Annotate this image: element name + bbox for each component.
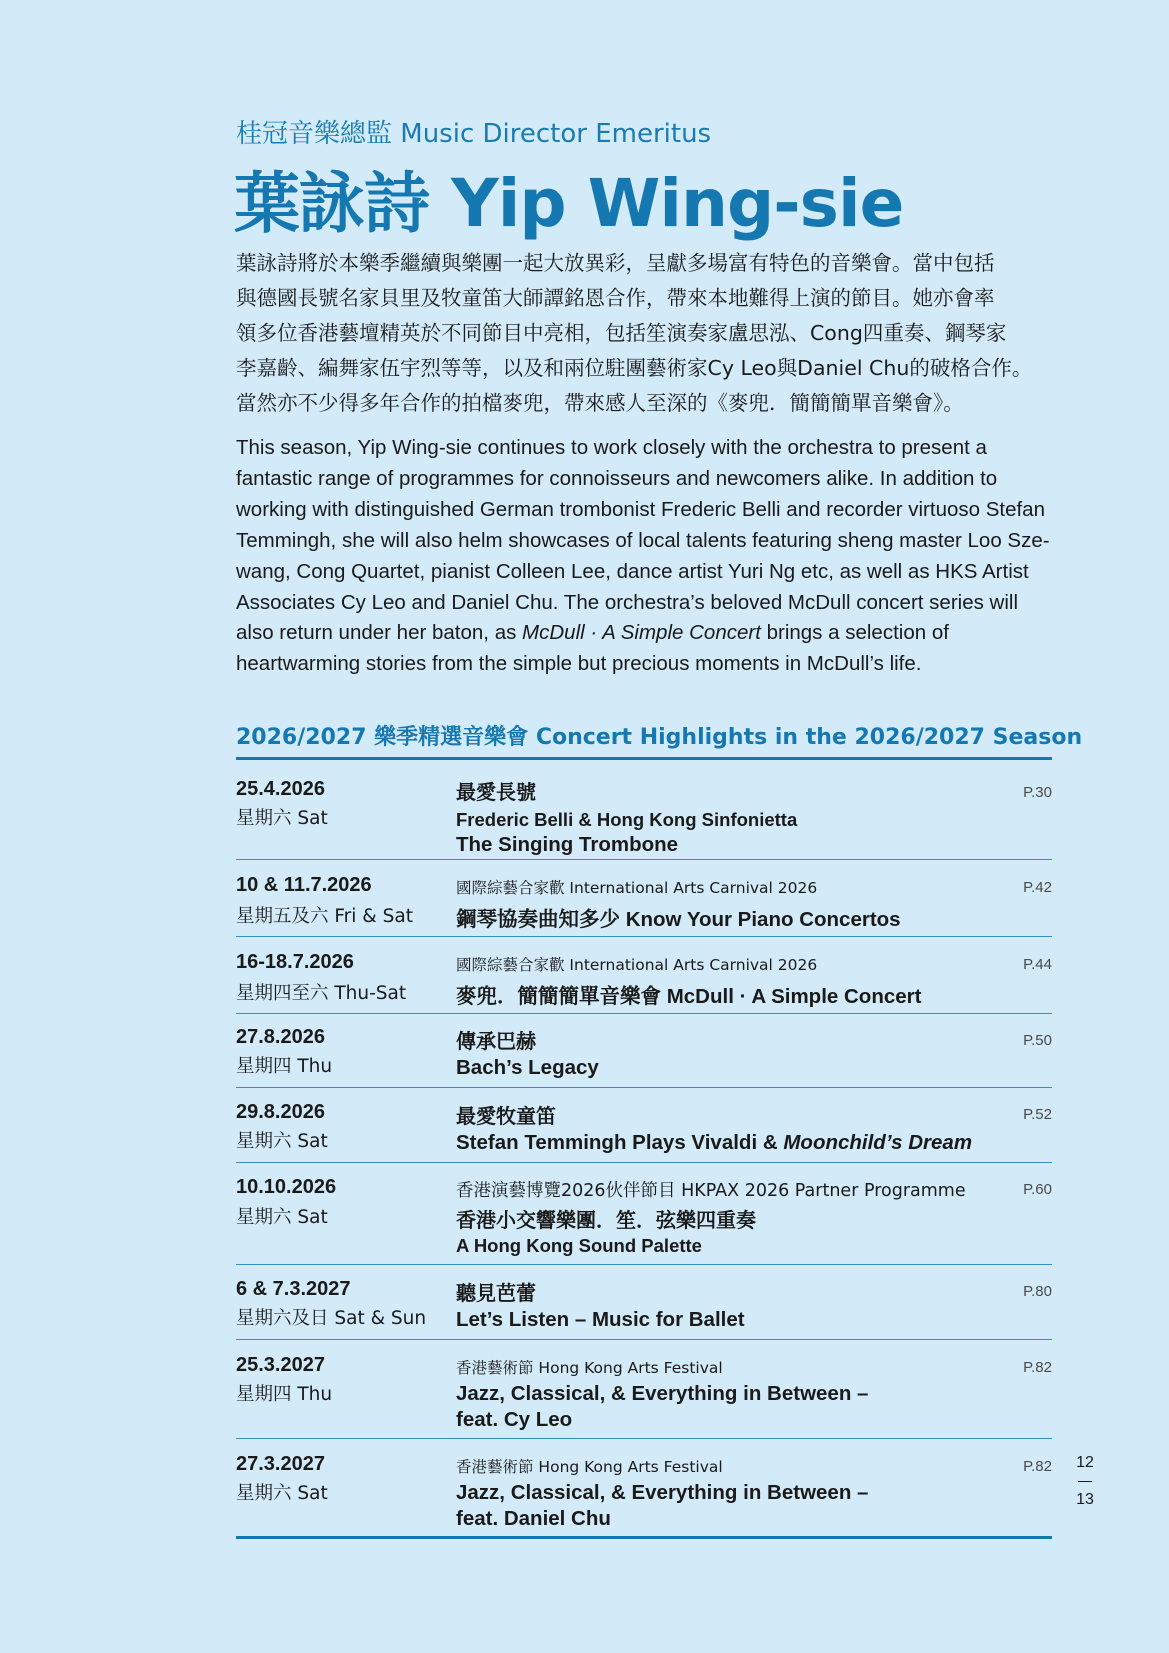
intro-en-text-end: brings a selection of heartwarming stories from the simple but precious moments in McDull’s life. — [236, 621, 949, 676]
intro-zh-line: 李嘉齡、編舞家伍宇烈等等，以及和兩位駐團藝術家Cy Leo與Daniel Chu的破格合作。 — [236, 356, 1033, 380]
concert-zh-title: 傳承巴赫 — [456, 1029, 536, 1053]
page-reference: P.60 — [1023, 1181, 1052, 1198]
page-reference: P.30 — [1023, 784, 1052, 801]
intro-zh-line: 當然亦不少得多年合作的拍檔麥兜，帶來感人至深的《麥兜．簡簡簡單音樂會》。 — [236, 391, 964, 415]
intro-en-text: This season, Yip Wing-sie continues to work closely with the orchestra to present a fantastic range of programmes for connoisseurs and newcomers alike. In addition to working with distinguished German trombonist Frederic Belli and recorder virtuoso Stefan Temmingh, she will also helm showcases of local talents featuring sheng master Loo Sze-wang, Cong Quartet, pianist Colleen Lee, dance artist Yuri Ng etc, as well as HKS Artist Associates Cy Leo and Daniel Chu. The orchestra’s beloved McDull concert series will also return under her baton, as — [236, 436, 1050, 645]
concert-date: 29.8.2026 — [236, 1101, 325, 1123]
page-reference: P.82 — [1023, 1359, 1052, 1376]
concert-en-title: Stefan Temmingh Plays Vivaldi & — [456, 1131, 784, 1154]
concert-row — [236, 1264, 1052, 1339]
concert-series: 香港演藝博覽2026伙伴節目 HKPAX 2026 Partner Programme — [456, 1181, 966, 1201]
page-reference: P.80 — [1023, 1283, 1052, 1300]
concert-en-title-cont: feat. Cy Leo — [456, 1408, 573, 1431]
concert-zh-title: 最愛長號 — [456, 780, 536, 804]
concert-series: 國際綜藝合家歡 International Arts Carnival 2026 — [456, 879, 818, 897]
role-subtitle: 桂冠音樂總監 Music Director Emeritus — [236, 119, 712, 149]
intro-en-italic-title: McDull · A Simple Concert — [522, 621, 761, 645]
concert-date: 25.4.2026 — [236, 778, 325, 800]
concert-en-title-cont: feat. Daniel Chu — [456, 1507, 611, 1530]
intro-english — [236, 433, 1052, 680]
concert-zh-title: 最愛牧童笛 — [456, 1104, 556, 1128]
concert-day: 星期六 Sat — [236, 1131, 328, 1152]
page-reference: P.42 — [1023, 879, 1052, 896]
concert-day: 星期六 Sat — [236, 1207, 328, 1228]
concert-day: 星期四 Thu — [236, 1056, 333, 1077]
concert-en-title: A Hong Kong Sound Palette — [456, 1235, 702, 1256]
page-number-divider — [1078, 1481, 1092, 1482]
concert-series: 香港藝術節 Hong Kong Arts Festival — [456, 1359, 723, 1377]
concert-row — [236, 1339, 1052, 1438]
concert-day: 星期六及日 Sat & Sun — [236, 1308, 427, 1329]
concert-row — [236, 859, 1052, 936]
intro-zh-line: 葉詠詩將於本樂季繼續與樂團一起大放異彩，呈獻多場富有特色的音樂會。當中包括 — [236, 251, 995, 275]
concert-day: 星期五及六 Fri & Sat — [236, 906, 413, 927]
concert-day: 星期六 Sat — [236, 1483, 328, 1504]
intro-chinese — [236, 246, 1052, 421]
page-reference: P.82 — [1023, 1458, 1052, 1475]
concert-row — [236, 1162, 1052, 1264]
concert-date: 25.3.2027 — [236, 1354, 325, 1376]
concert-day: 星期四 Thu — [236, 1384, 333, 1405]
concert-performers: Frederic Belli & Hong Kong Sinfonietta — [456, 809, 798, 830]
concert-day: 星期六 Sat — [236, 808, 328, 829]
page-number-right: 13 — [1076, 1491, 1094, 1508]
concert-date: 6 & 7.3.2027 — [236, 1278, 351, 1300]
page-reference: P.44 — [1023, 956, 1052, 973]
concert-en-title: Jazz, Classical, & Everything in Between – — [456, 1481, 869, 1504]
concert-en-title: The Singing Trombone — [456, 833, 679, 856]
concert-day: 星期四至六 Thu-Sat — [236, 983, 407, 1004]
concert-date: 27.8.2026 — [236, 1026, 325, 1048]
concert-title: 鋼琴協奏曲知多少 Know Your Piano Concertos — [456, 908, 901, 931]
concert-zh-title: 聽見芭蕾 — [456, 1281, 536, 1305]
page-title: 葉詠詩 Yip Wing-sie — [234, 165, 904, 242]
concert-row — [236, 1013, 1052, 1087]
page-number-left: 12 — [1076, 1454, 1094, 1471]
concert-date: 27.3.2027 — [236, 1453, 325, 1475]
intro-zh-line: 領多位香港藝壇精英於不同節目中亮相，包括笙演奏家盧思泓、Cong四重奏、鋼琴家 — [236, 321, 1007, 345]
concert-date: 10 & 11.7.2026 — [236, 874, 372, 896]
concert-en-title-italic: Moonchild’s Dream — [783, 1131, 973, 1154]
concert-series: 香港藝術節 Hong Kong Arts Festival — [456, 1458, 723, 1476]
concert-title: 麥兜．簡簡簡單音樂會 McDull · A Simple Concert — [456, 985, 922, 1008]
intro-zh-line: 與德國長號名家貝里及牧童笛大師譚銘恩合作，帶來本地難得上演的節目。她亦會率 — [236, 286, 995, 310]
concert-table — [236, 757, 1052, 1539]
page-reference: P.52 — [1023, 1106, 1052, 1123]
concert-date: 10.10.2026 — [236, 1176, 337, 1198]
page-numbers — [1070, 1451, 1100, 1512]
table-bottom-rule — [236, 1536, 1052, 1539]
concert-series: 國際綜藝合家歡 International Arts Carnival 2026 — [456, 956, 818, 974]
highlights-heading: 2026/2027 樂季精選音樂會 Concert Highlights in the 2026/2027 Season — [236, 725, 1083, 750]
concert-zh-title: 香港小交響樂團．笙．弦樂四重奏 — [456, 1208, 756, 1232]
concert-en-title: Jazz, Classical, & Everything in Between – — [456, 1382, 869, 1405]
concert-en-title: Bach’s Legacy — [456, 1056, 599, 1079]
concert-row — [236, 1087, 1052, 1162]
concert-row — [236, 760, 1052, 859]
concert-date: 16-18.7.2026 — [236, 951, 354, 973]
concert-row — [236, 1438, 1052, 1536]
page-reference: P.50 — [1023, 1032, 1052, 1049]
concert-row — [236, 936, 1052, 1013]
concert-en-title: Let’s Listen – Music for Ballet — [456, 1308, 745, 1331]
